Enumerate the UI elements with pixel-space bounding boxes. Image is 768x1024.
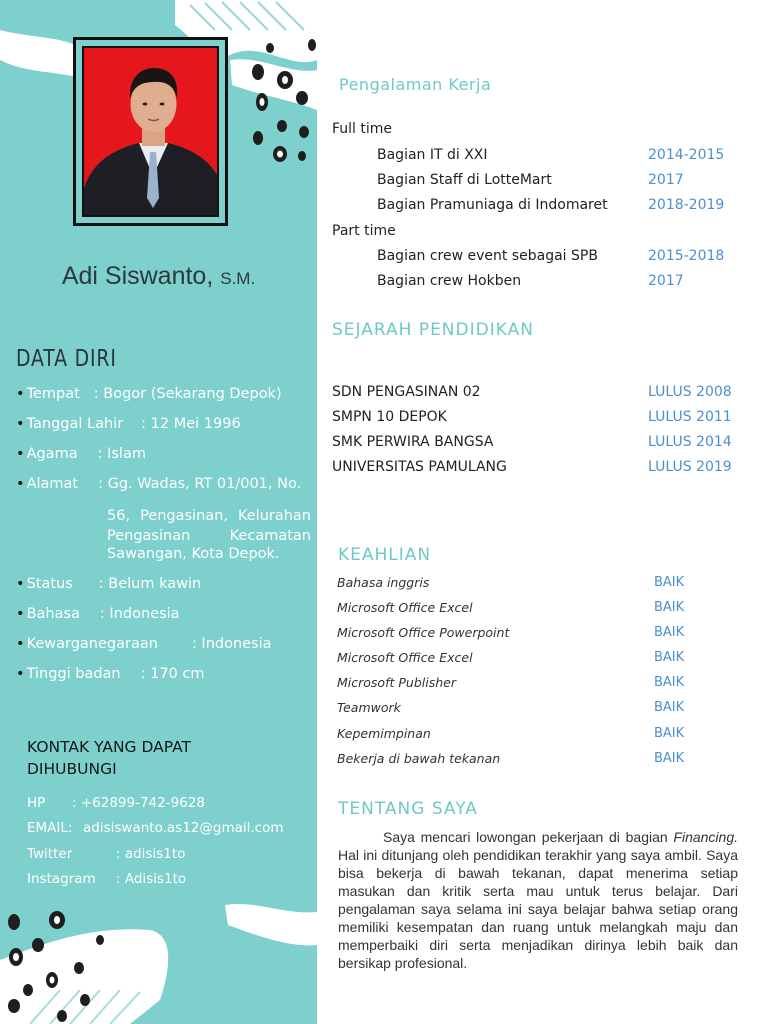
skill-name: Microsoft Office Excel bbox=[337, 650, 473, 665]
info-kewarganegaraan bbox=[16, 636, 272, 652]
info-value: : Belum kawin bbox=[98, 576, 202, 592]
bullet-icon: • bbox=[16, 386, 25, 402]
tentang-text-italic: Financing. bbox=[673, 829, 738, 845]
skill-level: BAIK bbox=[654, 700, 685, 715]
contact-value[interactable]: adisiswanto.as12@gmail.com bbox=[83, 820, 284, 836]
info-alamat bbox=[16, 476, 301, 492]
keahlian-heading: KEAHLIAN bbox=[338, 545, 432, 565]
info-tanggal-lahir bbox=[16, 416, 241, 432]
info-tinggi-badan bbox=[16, 666, 205, 682]
info-value: : 170 cm bbox=[140, 666, 205, 682]
contact-label: Twitter bbox=[27, 846, 73, 862]
info-value: : Indonesia bbox=[191, 636, 272, 652]
tentang-text-rest: Hal ini ditunjang oleh pendidikan terakhir yang saya ambil. Saya bisa bekerja di bawah tekanan, dapat menerima setiap masukan dan kritik serta mau untuk terus belajar. Dari pengalaman saya selama ini saya belajar bahwa setiap orang memiliki kesempatan dan ruang untuk melangkah maju dan memperbaiki diri serta menjadikan dirinya lebih baik dan bersikap profesional. bbox=[338, 847, 738, 971]
info-label: Bahasa bbox=[26, 606, 80, 622]
name-text: Adi Siswanto, bbox=[61, 262, 214, 290]
contact-label: HP bbox=[27, 795, 46, 811]
school-name: UNIVERSITAS PAMULANG bbox=[332, 459, 507, 475]
info-label: Alamat bbox=[26, 476, 79, 492]
pengalaman-heading: Pengalaman Kerja bbox=[339, 75, 492, 94]
skill-level: BAIK bbox=[654, 675, 685, 690]
skill-level: BAIK bbox=[654, 751, 685, 766]
tentang-heading: TENTANG SAYA bbox=[338, 799, 478, 819]
job-role: Bagian Pramuniaga di Indomaret bbox=[377, 197, 608, 213]
contact-label: Instagram bbox=[27, 871, 96, 887]
skill-name: Microsoft Office Powerpoint bbox=[337, 625, 510, 640]
skill-name: Microsoft Publisher bbox=[337, 675, 456, 690]
contact-label: EMAIL: bbox=[27, 820, 73, 836]
kontak-heading-line1: KONTAK YANG DAPAT bbox=[27, 738, 191, 756]
info-label: Status bbox=[26, 576, 73, 592]
skill-level: BAIK bbox=[654, 625, 685, 640]
info-label: Agama bbox=[26, 446, 78, 462]
info-value: : 12 Mei 1996 bbox=[141, 416, 241, 432]
alamat-continuation-1: 56, Pengasinan, Kelurahan bbox=[107, 508, 311, 524]
school-year: LULUS 2008 bbox=[648, 384, 732, 400]
job-year: 2017 bbox=[648, 273, 684, 289]
skill-name: Microsoft Office Excel bbox=[337, 600, 473, 615]
bullet-icon: • bbox=[16, 606, 25, 622]
alamat-continuation-2: Pengasinan Kecamatan bbox=[107, 528, 311, 544]
skill-name: Kepemimpinan bbox=[337, 726, 431, 741]
tentang-paragraph bbox=[338, 828, 738, 972]
contact-value[interactable]: : +62899-742-9628 bbox=[72, 795, 205, 811]
school-year: LULUS 2014 bbox=[648, 434, 732, 450]
info-value: : Gg. Wadas, RT 01/001, No. bbox=[98, 476, 302, 492]
job-year: 2017 bbox=[648, 172, 684, 188]
info-agama bbox=[16, 446, 146, 462]
part-time-label: Part time bbox=[332, 223, 396, 239]
job-role: Bagian IT di XXI bbox=[377, 147, 488, 163]
kontak-heading-line2: DIHUBUNGI bbox=[27, 760, 117, 778]
bullet-icon: • bbox=[16, 666, 25, 682]
bullet-icon: • bbox=[16, 636, 25, 652]
job-year: 2018-2019 bbox=[648, 197, 725, 213]
school-year: LULUS 2011 bbox=[648, 409, 732, 425]
profile-photo-frame bbox=[73, 37, 228, 226]
bullet-icon: • bbox=[16, 476, 25, 492]
school-name: SMPN 10 DEPOK bbox=[332, 409, 447, 425]
kontak-heading bbox=[27, 736, 191, 780]
job-year: 2015-2018 bbox=[648, 248, 725, 264]
job-role: Bagian Staff di LotteMart bbox=[377, 172, 552, 188]
contact-value[interactable]: : adisis1to bbox=[116, 846, 186, 862]
info-tempat bbox=[16, 386, 282, 402]
school-name: SMK PERWIRA BANGSA bbox=[332, 434, 494, 450]
job-role: Bagian crew event sebagai SPB bbox=[377, 248, 598, 264]
info-status bbox=[16, 576, 201, 592]
info-value: : Bogor (Sekarang Depok) bbox=[93, 386, 282, 402]
profile-photo bbox=[82, 46, 219, 217]
info-value: : Islam bbox=[97, 446, 146, 462]
sidebar bbox=[0, 0, 317, 1024]
contact-value[interactable]: : Adisis1to bbox=[116, 871, 187, 887]
contact-email bbox=[27, 820, 284, 836]
skill-name: Bekerja di bawah tekanan bbox=[337, 751, 501, 766]
skill-level: BAIK bbox=[654, 600, 685, 615]
skill-level: BAIK bbox=[654, 650, 685, 665]
data-diri-heading: DATA DIRI bbox=[16, 346, 117, 372]
skill-level: BAIK bbox=[654, 726, 685, 741]
alamat-continuation-3: Sawangan, Kota Depok. bbox=[107, 546, 280, 562]
info-label: Tanggal Lahir bbox=[26, 416, 124, 432]
skill-level: BAIK bbox=[654, 575, 685, 590]
contact-twitter bbox=[27, 846, 185, 862]
info-label: Kewarganegaraan bbox=[26, 636, 158, 652]
job-role: Bagian crew Hokben bbox=[377, 273, 522, 289]
skill-name: Teamwork bbox=[337, 700, 401, 715]
skill-name: Bahasa inggris bbox=[337, 575, 430, 590]
full-name bbox=[0, 262, 317, 291]
bullet-icon: • bbox=[16, 446, 25, 462]
info-label: Tempat bbox=[26, 386, 80, 402]
full-time-label: Full time bbox=[332, 121, 393, 137]
info-bahasa bbox=[16, 606, 180, 622]
pendidikan-heading: SEJARAH PENDIDIKAN bbox=[332, 320, 534, 340]
name-suffix: S.M. bbox=[220, 269, 256, 288]
contact-hp bbox=[27, 795, 205, 811]
school-year: LULUS 2019 bbox=[648, 459, 732, 475]
info-value: : Indonesia bbox=[99, 606, 180, 622]
tentang-text-start: Saya mencari lowongan pekerjaan di bagian bbox=[383, 829, 674, 845]
school-name: SDN PENGASINAN 02 bbox=[332, 384, 481, 400]
bullet-icon: • bbox=[16, 416, 25, 432]
bullet-icon: • bbox=[16, 576, 25, 592]
info-label: Tinggi badan bbox=[26, 666, 121, 682]
job-year: 2014-2015 bbox=[648, 147, 725, 163]
contact-instagram bbox=[27, 871, 186, 887]
